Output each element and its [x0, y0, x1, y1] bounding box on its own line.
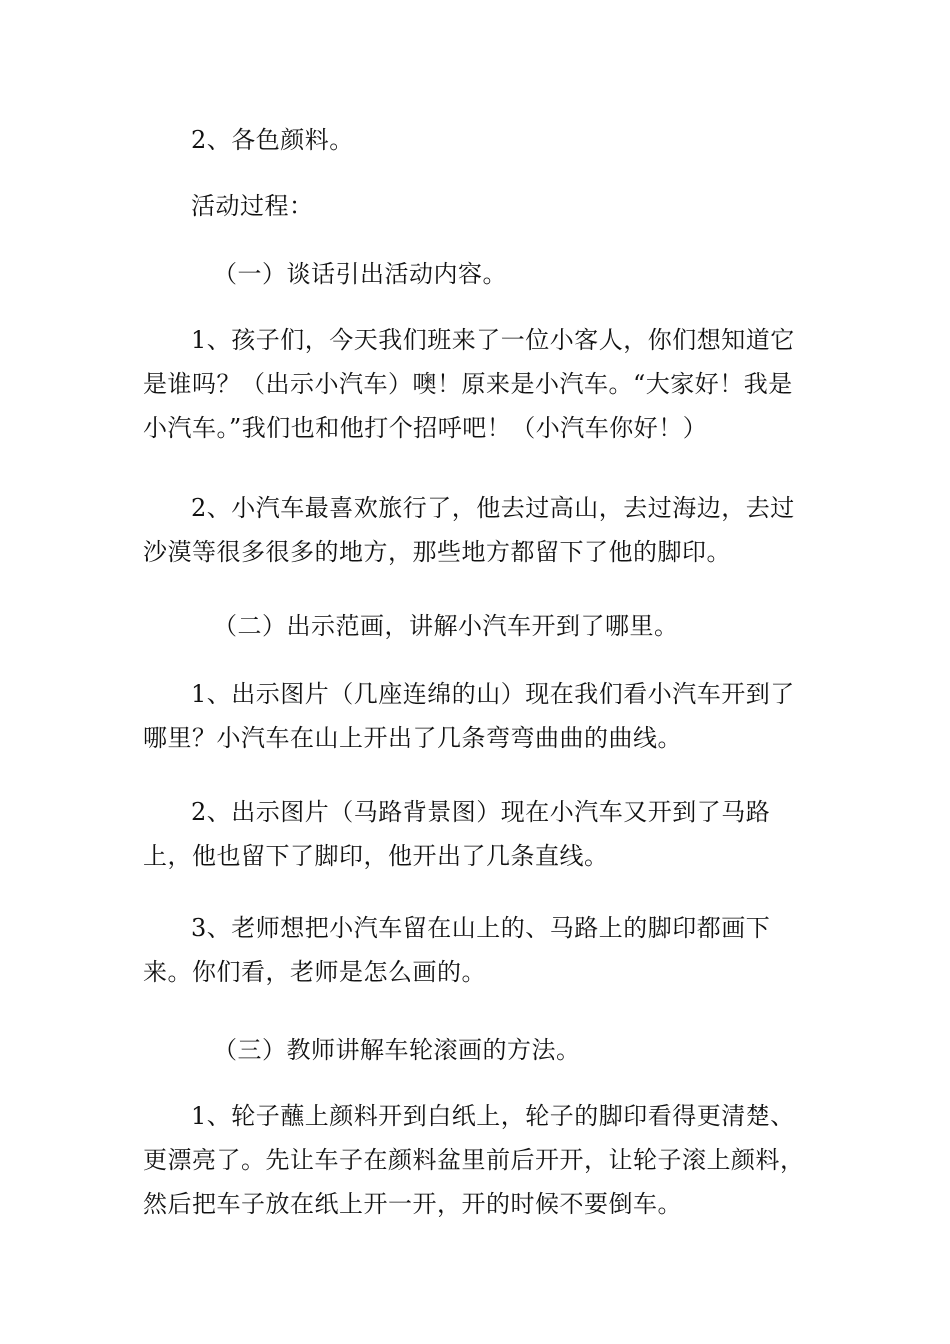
section-2-step-1: 1、出示图片（几座连绵的山）现在我们看小汽车开到了哪里？小汽车在山上开出了几条弯弯曲曲的曲线。 [143, 680, 795, 752]
section-1-heading: （一）谈话引出活动内容。 [213, 260, 507, 288]
section-2-step-3: 3、老师想把小汽车留在山上的、马路上的脚印都画下来。你们看，老师是怎么画的。 [143, 914, 771, 986]
section-1-step-1: 1、孩子们，今天我们班来了一位小客人，你们想知道它是谁吗？（出示小汽车）噢！原来是小汽车。“大家好！我是小汽车。”我们也和他打个招呼吧！（小汽车你好！） [143, 326, 795, 442]
section-3-step-1: 1、轮子蘸上颜料开到白纸上，轮子的脚印看得更清楚、更漂亮了。先让车子在颜料盆里前后开开，让轮子滚上颜料，然后把车子放在纸上开一开，开的时候不要倒车。 [143, 1102, 805, 1218]
materials-item-2: 2、各色颜料。 [191, 126, 354, 154]
section-2-heading: （二）出示范画，讲解小汽车开到了哪里。 [213, 612, 679, 640]
activity-process-heading: 活动过程： [191, 192, 314, 220]
section-3-heading: （三）教师讲解车轮滚画的方法。 [213, 1036, 581, 1064]
section-1-step-2: 2、小汽车最喜欢旅行了，他去过高山，去过海边，去过沙漠等很多很多的地方，那些地方都留下了他的脚印。 [143, 494, 795, 566]
section-2-step-2: 2、出示图片（马路背景图）现在小汽车又开到了马路上，他也留下了脚印，他开出了几条直线。 [143, 798, 771, 870]
